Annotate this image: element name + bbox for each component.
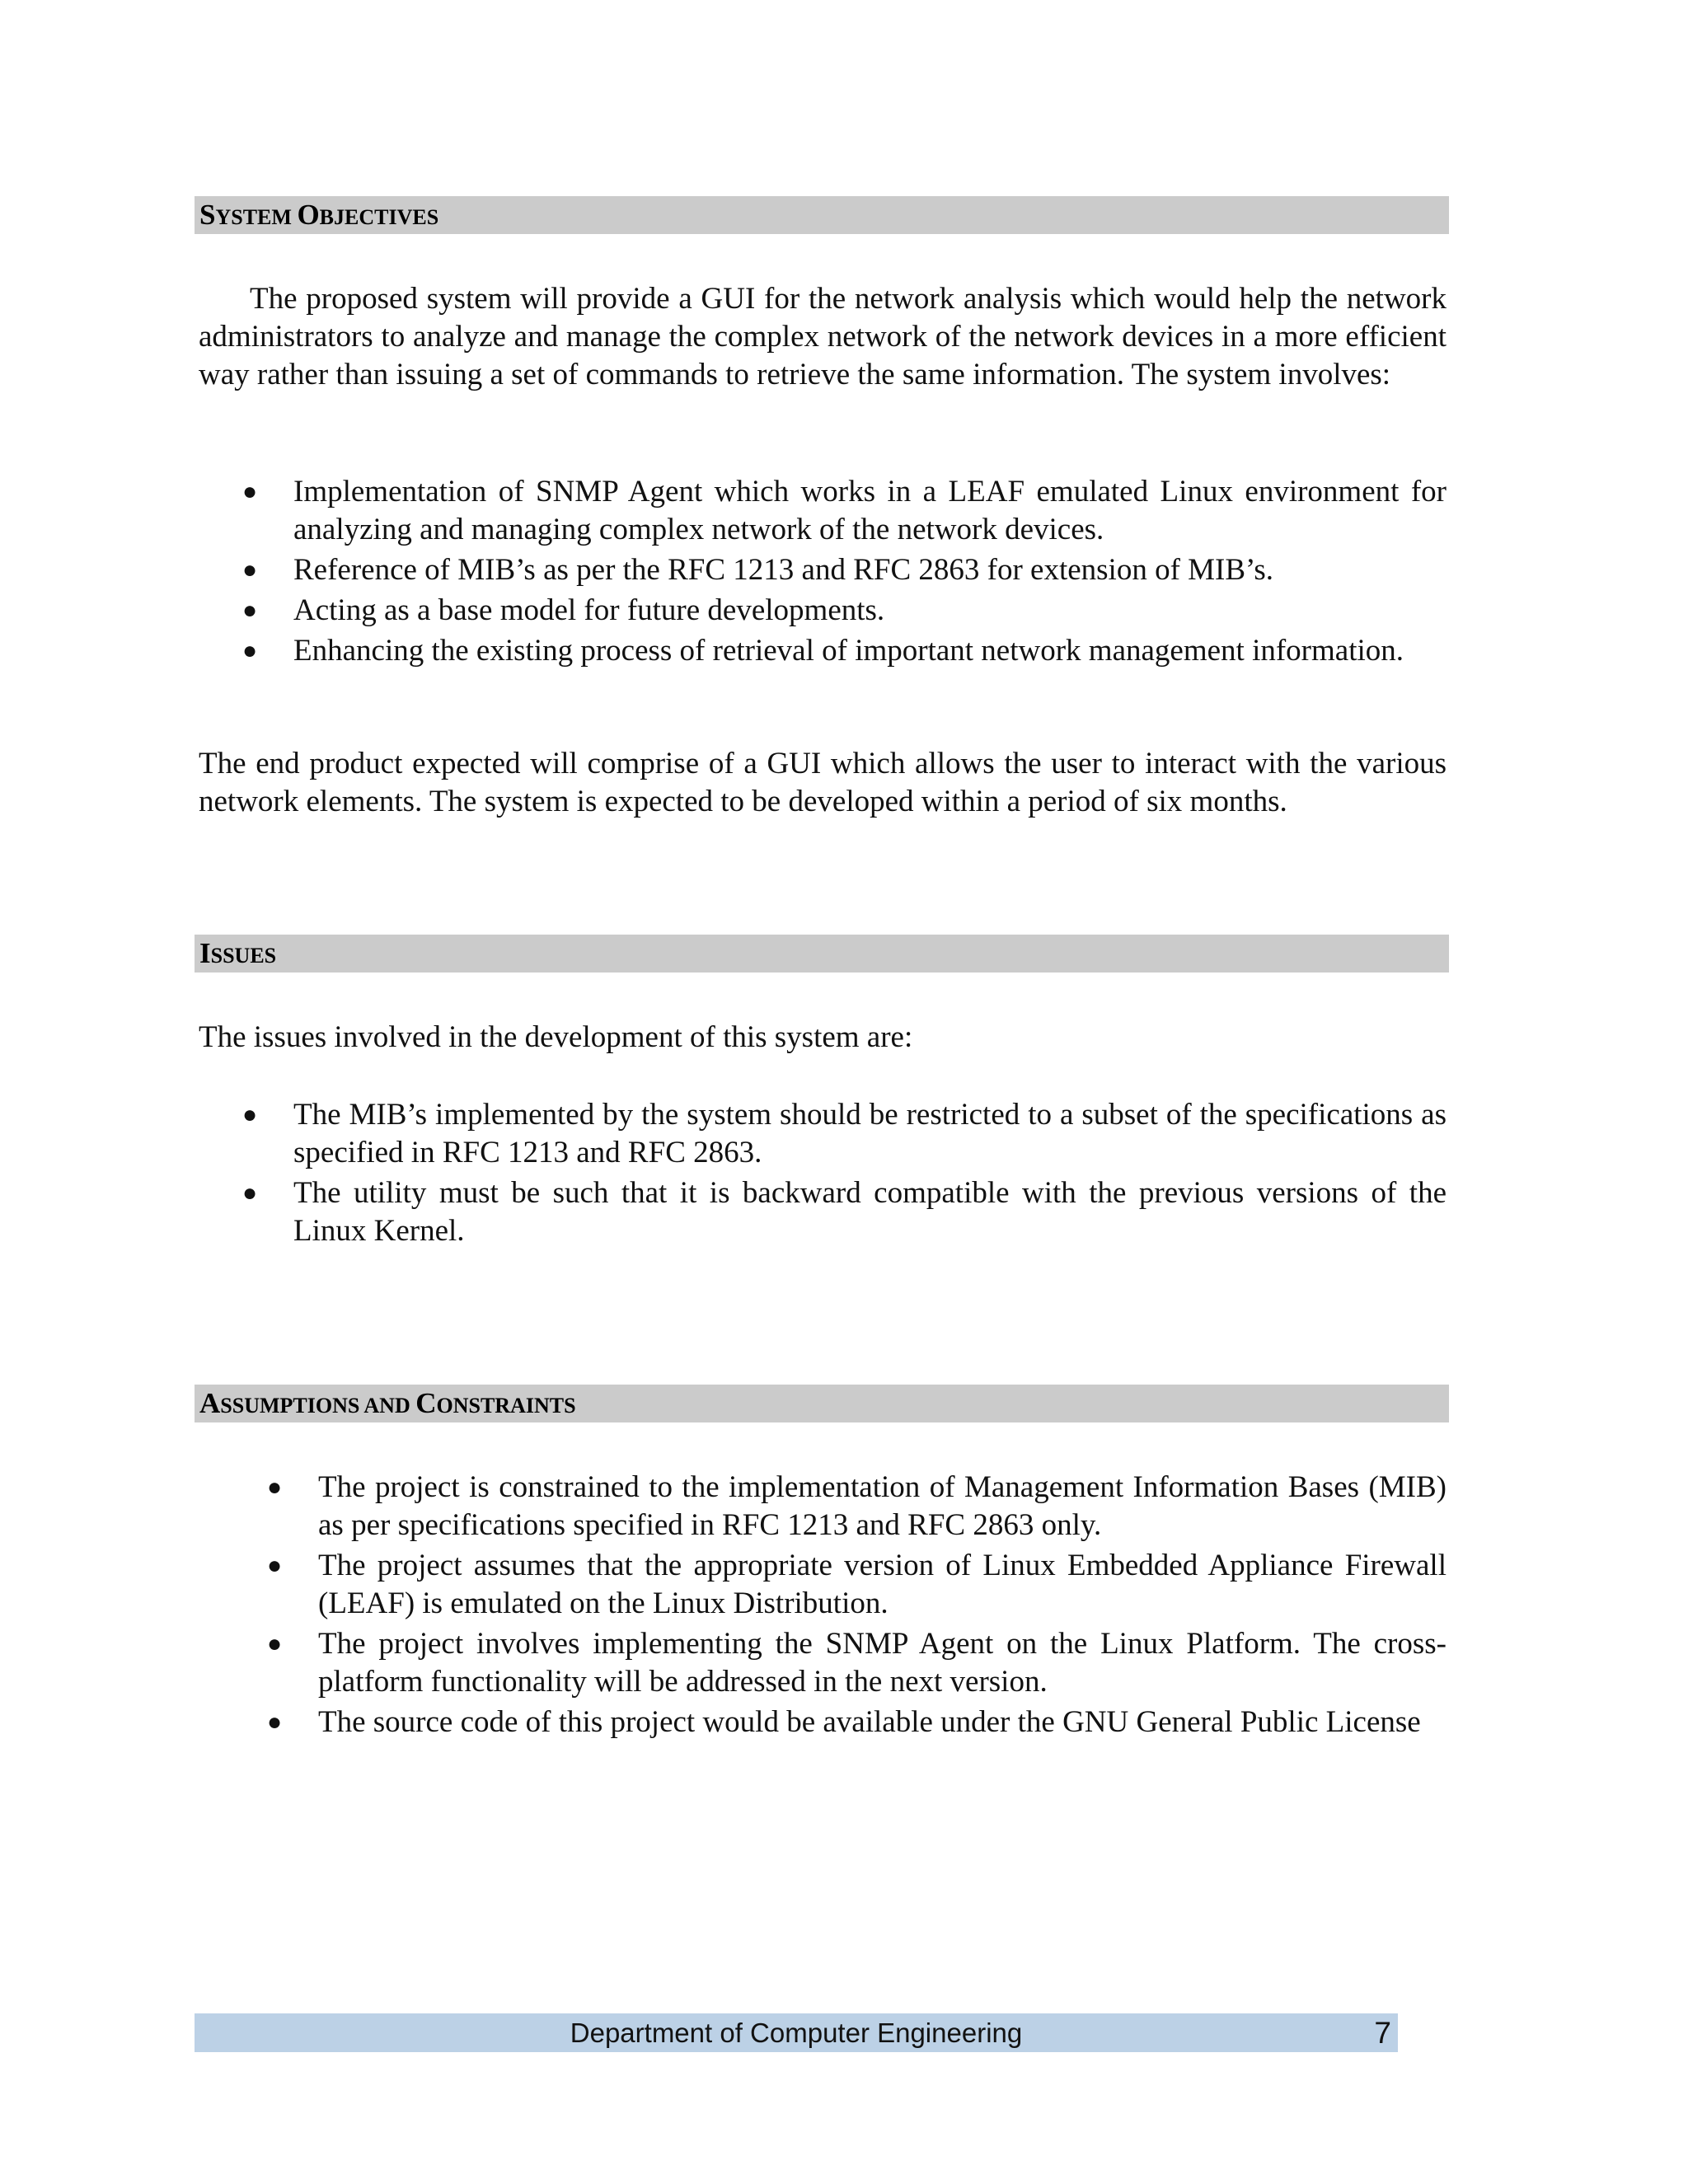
heading-initial: A bbox=[199, 1387, 221, 1419]
list-item: ● Reference of MIB’s as per the RFC 1213 and RFC 2863 for extension of MIB’s. bbox=[293, 551, 1447, 589]
bullet-icon: ● bbox=[242, 478, 258, 505]
objectives-closing-paragraph: The end product expected will comprise of a GUI which allows the user to interact with the various network elements. The system is expected to be developed within a period of six months. bbox=[199, 747, 1447, 818]
bullet-icon: ● bbox=[242, 637, 258, 664]
issues-intro-paragraph: The issues involved in the development of this system are: bbox=[199, 1020, 913, 1054]
section-heading-system-objectives bbox=[195, 196, 1449, 234]
list-item: ● Acting as a base model for future developments. bbox=[293, 592, 1447, 630]
list-item: ● The utility must be such that it is backward compatible with the previous versions of the Linux Kernel. bbox=[242, 1176, 1447, 1248]
list-item: ● The project is constrained to the implementation of Management Information Bases (MIB) as per specifications specified in RFC 1213 and RFC 2863 only. bbox=[267, 1470, 1447, 1542]
objectives-intro-paragraph: The proposed system will provide a GUI for the network analysis which would help the network administrators to analyze and manage the complex network of the network devices in a more efficient way rather than issuing a set of commands to retrieve the same information. The system involves: bbox=[199, 282, 1447, 391]
bullet-icon: ● bbox=[267, 1552, 283, 1579]
list-item: ● Enhancing the existing process of retrieval of important network management information. bbox=[293, 632, 1447, 670]
section-heading-assumptions-constraints bbox=[195, 1385, 1449, 1422]
issues-bullet-list bbox=[242, 1096, 1447, 1253]
assumptions-bullet-list bbox=[267, 1469, 1447, 1744]
heading-smallcaps: ONSTRAINTS bbox=[436, 1394, 576, 1418]
heading-smallcaps: BJECTIVES bbox=[319, 205, 439, 229]
heading-initial: I bbox=[199, 937, 211, 969]
bullet-icon: ● bbox=[242, 1179, 258, 1207]
heading-smallcaps: SSUES bbox=[210, 944, 277, 968]
heading-initial: O bbox=[297, 199, 320, 231]
list-item: ● The project assumes that the appropriate version of Linux Embedded Appliance Firewall (LEAF) is emulated on the Linux Distribution. bbox=[267, 1549, 1447, 1620]
bullet-icon: ● bbox=[267, 1630, 283, 1657]
list-item: ● The MIB’s implemented by the system should be restricted to a subset of the specifications as specified in RFC 1213 and RFC 2863. bbox=[242, 1098, 1447, 1169]
bullet-icon: ● bbox=[267, 1474, 283, 1501]
objectives-bullet-list bbox=[242, 473, 1447, 673]
heading-smallcaps: YSTEM bbox=[215, 205, 298, 229]
heading-initial: S bbox=[199, 199, 216, 231]
bullet-icon: ● bbox=[242, 597, 258, 624]
list-item: ● The project involves implementing the SNMP Agent on the Linux Platform. The cross-platform functionality will be addressed in the next version. bbox=[267, 1627, 1447, 1699]
bullet-icon: ● bbox=[242, 1101, 258, 1128]
bullet-icon: ● bbox=[242, 556, 258, 583]
section-heading-issues bbox=[195, 935, 1449, 972]
footer-department: Department of Computer Engineering bbox=[570, 2018, 1023, 2048]
heading-initial: C bbox=[415, 1387, 437, 1419]
list-item: ● The source code of this project would be available under the GNU General Public License bbox=[318, 1704, 1447, 1741]
list-item: ● Implementation of SNMP Agent which works in a LEAF emulated Linux environment for analyzing and managing complex network of the network devices. bbox=[242, 475, 1447, 546]
page-number: 7 bbox=[1374, 2016, 1391, 2050]
heading-smallcaps: SSUMPTIONS AND bbox=[220, 1394, 416, 1418]
bullet-icon: ● bbox=[267, 1708, 283, 1736]
page-footer bbox=[195, 2013, 1398, 2052]
